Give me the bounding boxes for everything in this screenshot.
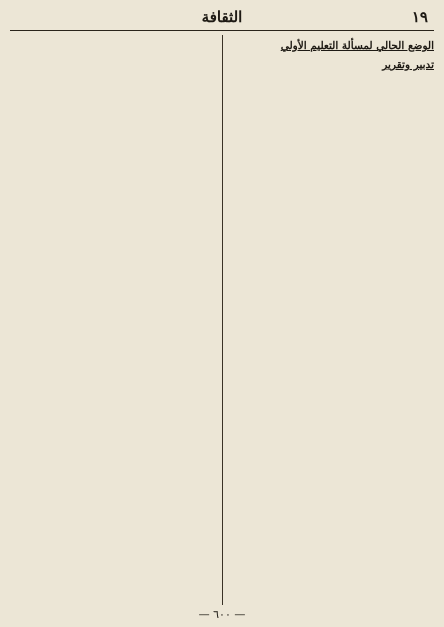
page-header	[10, 6, 434, 31]
section-heading: تدبير وتقرير	[382, 59, 434, 71]
page-number: ١٩	[411, 8, 428, 26]
column-divider	[222, 35, 223, 605]
page-footer-number: — ٦٠٠ —	[198, 608, 246, 621]
section-heading: الوضع الحالي لمسألة التعليم الأولي	[280, 40, 434, 52]
magazine-title: الثقافة	[201, 8, 243, 26]
right-column	[231, 35, 434, 605]
left-column	[10, 35, 213, 605]
article-columns	[10, 35, 434, 605]
